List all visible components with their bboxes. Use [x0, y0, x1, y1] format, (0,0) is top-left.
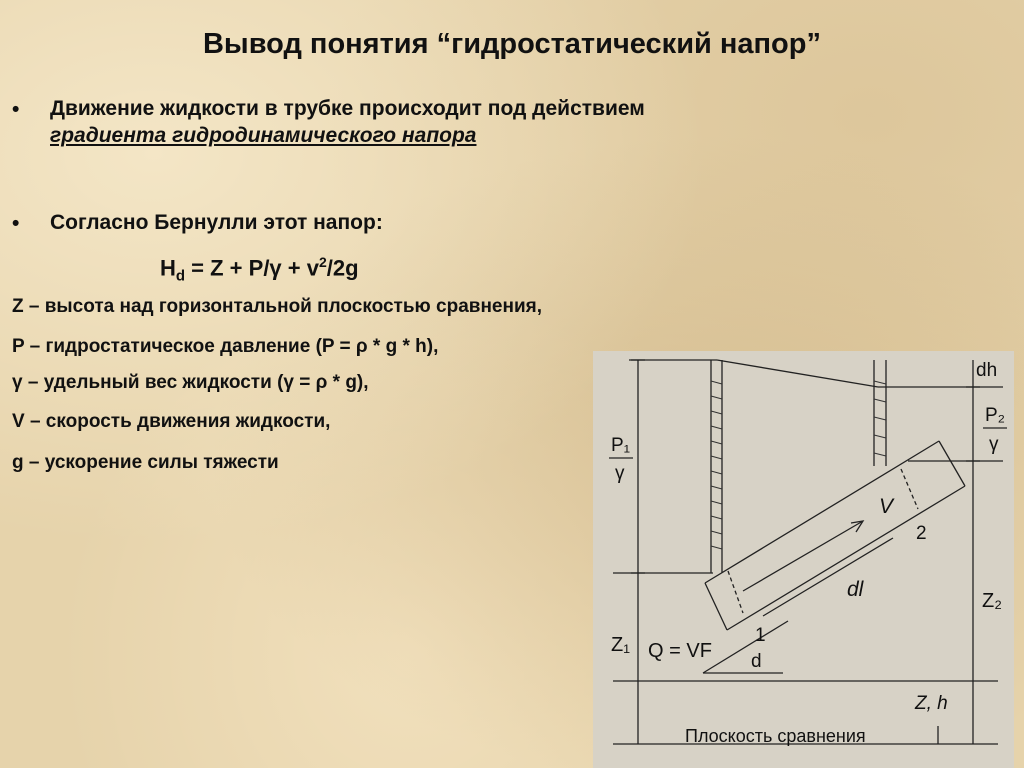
bullet-text-1: [50, 95, 645, 149]
section-1: [728, 571, 743, 613]
label-p1-denominator: γ: [615, 463, 625, 484]
bullet-marker-2: •: [12, 212, 20, 235]
label-section-1: 1: [755, 625, 766, 646]
bullet-marker-1: •: [12, 98, 20, 121]
formula-tail: /2g: [326, 255, 359, 281]
bernoulli-figure: [593, 351, 1014, 768]
formula-subscript: d: [175, 267, 186, 285]
bullet-text-2: Согласно Бернулли этот напор:: [50, 211, 383, 234]
angle-leg: [703, 621, 788, 673]
section-2: [901, 469, 918, 509]
definition-z: Z – высота над горизонтальной плоскостью сравнения,: [12, 296, 543, 317]
label-dl: dl: [847, 578, 864, 601]
head-gradient-line: [717, 360, 878, 387]
definition-v: V – скорость движения жидкости,: [12, 411, 331, 432]
pipe-end-right: [939, 441, 965, 486]
definition-g: g – ускорение силы тяжести: [12, 452, 279, 473]
label-p2-numerator: P₂: [985, 405, 1006, 426]
label-zh: Z, h: [915, 693, 948, 714]
bernoulli-formula: [160, 254, 359, 285]
label-z1: Z₁: [611, 634, 630, 656]
bullet-text-1-main: Движение жидкости в трубке происходит под действием: [50, 97, 645, 120]
formula-rest: = Z + P/γ + v: [185, 255, 319, 281]
label-p2-denominator: γ: [989, 434, 999, 455]
flow-arrow: [743, 521, 863, 591]
label-reference-plane: Плоскость сравнения: [685, 726, 866, 746]
page-title: Вывод понятия “гидростатический напор”: [202, 28, 821, 60]
label-section-2: 2: [916, 523, 927, 544]
label-flow-rate: Q = VF: [648, 640, 712, 662]
formula-superscript: 2: [318, 254, 327, 270]
definition-p: P – гидростатическое давление (P = ρ * g * h),: [12, 336, 439, 357]
pipe-lower-wall: [727, 486, 965, 630]
pipe-upper-wall: [705, 441, 939, 583]
label-z2: Z₂: [982, 590, 1002, 612]
pipe-end-left: [705, 583, 727, 630]
bernoulli-diagram: [593, 351, 1014, 768]
formula-h: H: [160, 255, 176, 281]
label-angle: d: [751, 651, 762, 672]
label-dh: dh: [976, 360, 998, 381]
dl-arrow: [763, 538, 893, 616]
label-p1-numerator: P₁: [611, 435, 631, 456]
bullet-text-1-emphasis: градиента гидродинамического напора: [50, 124, 477, 147]
label-v: V: [879, 495, 894, 518]
definition-gamma: γ – удельный вес жидкости (γ = ρ * g),: [12, 372, 369, 393]
